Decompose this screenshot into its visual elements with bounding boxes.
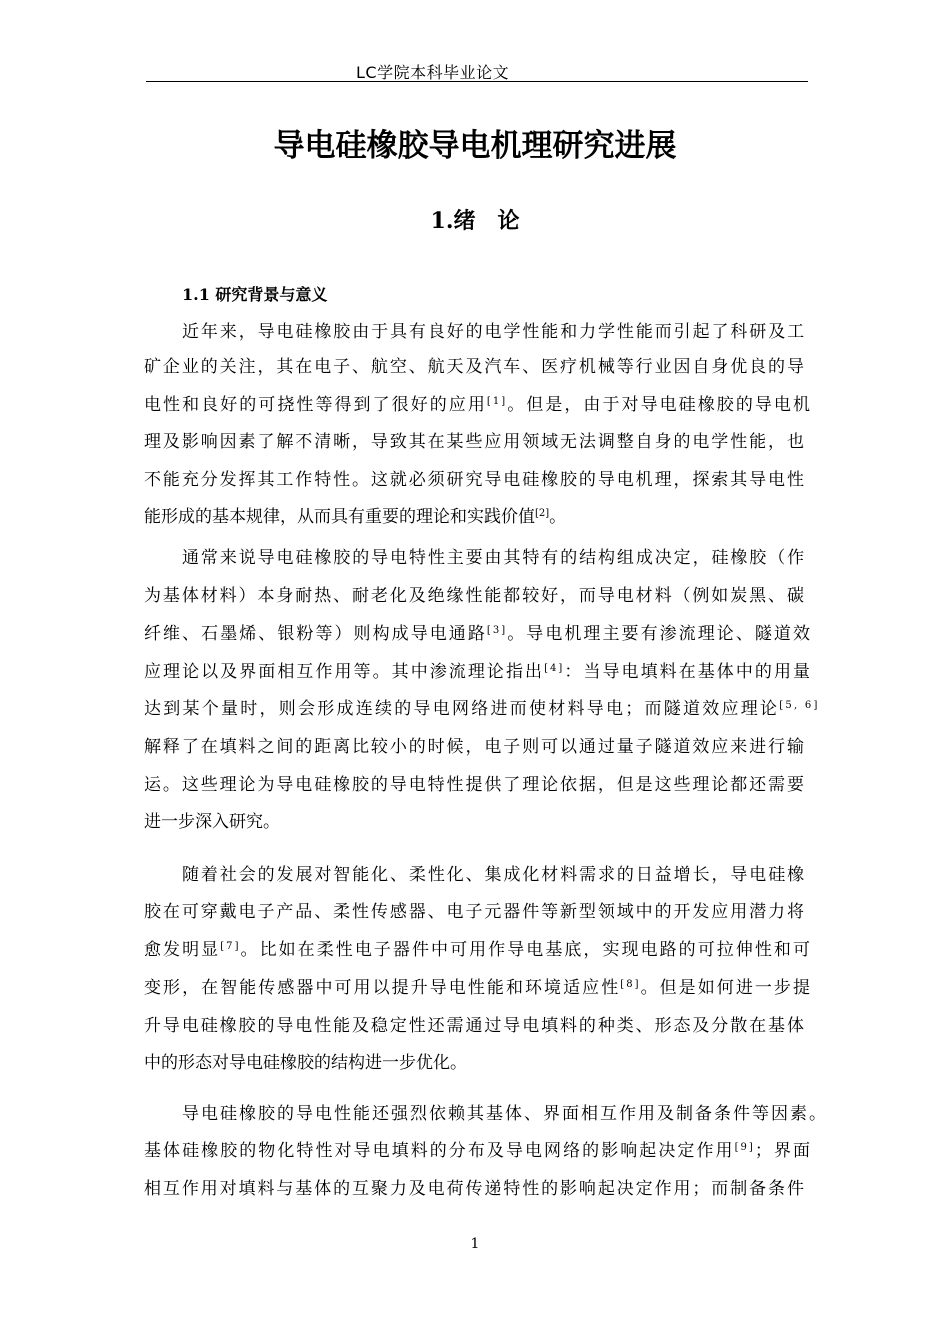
text-line (182, 1104, 828, 1124)
line-text: 。比如在柔性电子器件中可用作导电基底，实现电路的可拉伸性和可 (240, 940, 813, 960)
line-text: 。 (549, 507, 567, 527)
citation-superscript: [3] (486, 625, 508, 636)
line-text: 相互作用对填料与基体的互聚力及电荷传递特性的影响起决定作用；而制备条件 (144, 1179, 806, 1199)
line-text: 纤维、石墨烯、银粉等）则构成导电通路 (144, 624, 487, 644)
line-text: 基体硅橡胶的物化特性对导电填料的分布及导电网络的影响起决定作用 (144, 1141, 735, 1161)
text-line (144, 662, 812, 682)
line-text: ；界面 (754, 1141, 813, 1161)
text-line (144, 1016, 806, 1036)
page-title: 导电硅橡胶导电机理研究进展 (273, 128, 677, 164)
text-line (144, 940, 812, 960)
line-text: 不能充分发挥其工作特性。这就必须研究导电硅橡胶的导电机理，探索其导电性 (144, 470, 806, 490)
line-text: 运。这些理论为导电硅橡胶的导电特性提供了理论依据，但是这些理论都还需要 (144, 775, 806, 795)
line-text: 电性和良好的可挠性等得到了很好的应用 (144, 395, 487, 415)
running-header (146, 60, 808, 82)
text-line (144, 624, 812, 644)
text-line (144, 470, 806, 490)
text-line (144, 432, 806, 452)
line-text: ：当导电填料在基体中的用量 (564, 662, 813, 682)
citation-superscript: [9] (734, 1142, 755, 1153)
citation-superscript: [4] (544, 663, 565, 674)
line-text: 为基体材料）本身耐热、耐老化及绝缘性能都较好，而导电材料（例如炭黑、碳 (144, 586, 806, 606)
text-line (144, 1053, 467, 1073)
line-text: 中的形态对导电硅橡胶的结构进一步优化。 (144, 1053, 467, 1073)
line-text: 随着社会的发展对智能化、柔性化、集成化材料需求的日益增长，导电硅橡 (182, 865, 807, 885)
text-line (144, 812, 280, 832)
section-heading: 1.1 研究背景与意义 (182, 285, 328, 304)
text-line (144, 775, 806, 795)
text-line (144, 737, 806, 757)
text-line (144, 1141, 812, 1161)
line-text: 升导电硅橡胶的导电性能及稳定性还需通过导电填料的种类、形态及分散在基体 (144, 1016, 806, 1036)
text-line (144, 395, 812, 415)
text-line (182, 865, 806, 885)
line-text: 胶在可穿戴电子产品、柔性传感器、电子元器件等新型领域中的开发应用潜力将 (144, 902, 806, 922)
line-text: 理及影响因素了解不清晰，导致其在某些应用领域无法调整自身的电学性能，也 (144, 432, 806, 452)
text-line (144, 978, 812, 998)
page-number: 1 (470, 1236, 480, 1252)
line-text: 导电硅橡胶的导电性能还强烈依赖其基体、界面相互作用及制备条件等因素。 (182, 1104, 828, 1124)
text-line (182, 548, 806, 568)
text-line (144, 357, 806, 377)
text-line (144, 699, 820, 719)
line-text: 达到某个量时，则会形成连续的导电网络进而使材料导电；而隧道效应理论 (144, 699, 780, 719)
line-text: 解释了在填料之间的距离比较小的时候，电子则可以通过量子隧道效应来进行输 (144, 737, 806, 757)
text-line (144, 1179, 806, 1199)
line-text: 。导电机理主要有渗流理论、隧道效 (507, 624, 813, 644)
chapter-heading: 1.绪 论 (430, 208, 520, 234)
line-text: 应理论以及界面相互作用等。其中渗流理论指出 (144, 662, 545, 682)
line-text: 通常来说导电硅橡胶的导电特性主要由其特有的结构组成决定，硅橡胶（作 (182, 548, 807, 568)
text-line (144, 902, 806, 922)
line-text: 矿企业的关注，其在电子、航空、航天及汽车、医疗机械等行业因自身优良的导 (144, 357, 806, 377)
citation-superscript: [8] (620, 979, 641, 990)
line-text: 进一步深入研究。 (144, 812, 280, 832)
line-text: 。但是，由于对导电硅橡胶的导电机 (507, 395, 813, 415)
citation-superscript: [2] (535, 508, 550, 519)
header-text: LC学院本科毕业论文 (356, 63, 510, 82)
text-line (144, 507, 566, 527)
text-line (182, 322, 806, 342)
citation-superscript: [7] (220, 941, 241, 952)
citation-superscript: [5, 6] (779, 700, 820, 711)
line-text: 。但是如何进一步提 (640, 978, 813, 998)
line-text: 愈发明显 (144, 940, 221, 960)
text-line (144, 586, 806, 606)
citation-superscript: [1] (486, 396, 508, 407)
line-text: 能形成的基本规律，从而具有重要的理论和实践价值 (144, 507, 535, 527)
line-text: 变形，在智能传感器中可用以提升导电性能和环境适应性 (144, 978, 621, 998)
line-text: 近年来，导电硅橡胶由于具有良好的电学性能和力学性能而引起了科研及工 (182, 322, 807, 342)
